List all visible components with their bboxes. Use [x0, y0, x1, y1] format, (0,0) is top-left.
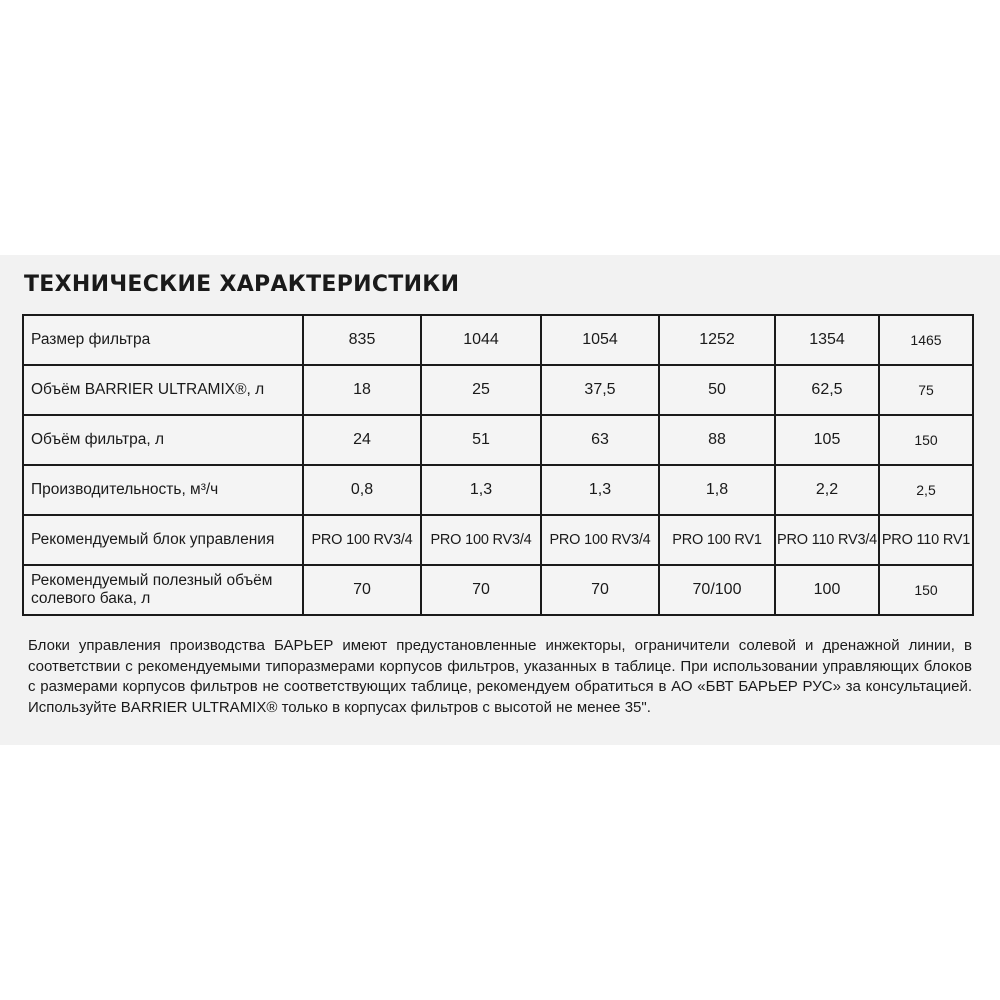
- table-cell: PRO 110 RV3/4: [775, 515, 879, 565]
- table-cell: 18: [303, 365, 421, 415]
- row-label: Рекомендуемый полезный объём солевого бака, л: [23, 565, 303, 615]
- table-cell: 88: [659, 415, 775, 465]
- table-cell: 835: [303, 315, 421, 365]
- table-cell: 75: [879, 365, 973, 415]
- table-cell: 51: [421, 415, 541, 465]
- table-cell: 150: [879, 565, 973, 615]
- table-cell: 70: [541, 565, 659, 615]
- table-cell: 24: [303, 415, 421, 465]
- row-label: Производительность, м³/ч: [23, 465, 303, 515]
- table-cell: 1354: [775, 315, 879, 365]
- table-cell: 70: [421, 565, 541, 615]
- row-label: Размер фильтра: [23, 315, 303, 365]
- table-cell: PRO 110 RV1: [879, 515, 973, 565]
- table-cell: 1,3: [421, 465, 541, 515]
- table-row: [23, 465, 973, 515]
- footnote-text: Блоки управления производства БАРЬЕР имеют предустановленные инжекторы, ограничители солевой и дренажной линии, в соответствии с рекомендуемыми типоразмерами корпусов фильтров, указанных в таблице. При использовании управляющих блоков с размерами корпусов фильтров не соответствующих таблице, рекомендуем обратиться в АО «БВТ БАРЬЕР РУС» за консультацией. Используйте BARRIER ULTRAMIX® только в корпусах фильтров с высотой не менее 35".: [28, 637, 972, 716]
- table-cell: 100: [775, 565, 879, 615]
- row-label: Объём фильтра, л: [23, 415, 303, 465]
- table-cell: 1,3: [541, 465, 659, 515]
- table-row: [23, 515, 973, 565]
- row-label: Объём BARRIER ULTRAMIX®, л: [23, 365, 303, 415]
- table-cell: 0,8: [303, 465, 421, 515]
- table-cell: 25: [421, 365, 541, 415]
- table-cell: 62,5: [775, 365, 879, 415]
- table-cell: 1,8: [659, 465, 775, 515]
- table-cell: 1252: [659, 315, 775, 365]
- table-cell: 37,5: [541, 365, 659, 415]
- table-cell: 63: [541, 415, 659, 465]
- section-title: ТЕХНИЧЕСКИЕ ХАРАКТЕРИСТИКИ: [24, 272, 460, 297]
- table-cell: 150: [879, 415, 973, 465]
- table-cell: 1044: [421, 315, 541, 365]
- table-cell: 105: [775, 415, 879, 465]
- row-label: Рекомендуемый блок управления: [23, 515, 303, 565]
- table-cell: PRO 100 RV3/4: [303, 515, 421, 565]
- table-row: [23, 315, 973, 365]
- spec-table: [22, 314, 974, 616]
- table-cell: 2,2: [775, 465, 879, 515]
- table-cell: 70: [303, 565, 421, 615]
- table-row: [23, 415, 973, 465]
- table-cell: 70/100: [659, 565, 775, 615]
- table-cell: 2,5: [879, 465, 973, 515]
- table-row: [23, 365, 973, 415]
- table-cell: 1054: [541, 315, 659, 365]
- table-cell: 50: [659, 365, 775, 415]
- table-cell: PRO 100 RV3/4: [421, 515, 541, 565]
- table-row: [23, 565, 973, 615]
- table-cell: PRO 100 RV1: [659, 515, 775, 565]
- table-cell: PRO 100 RV3/4: [541, 515, 659, 565]
- table-cell: 1465: [879, 315, 973, 365]
